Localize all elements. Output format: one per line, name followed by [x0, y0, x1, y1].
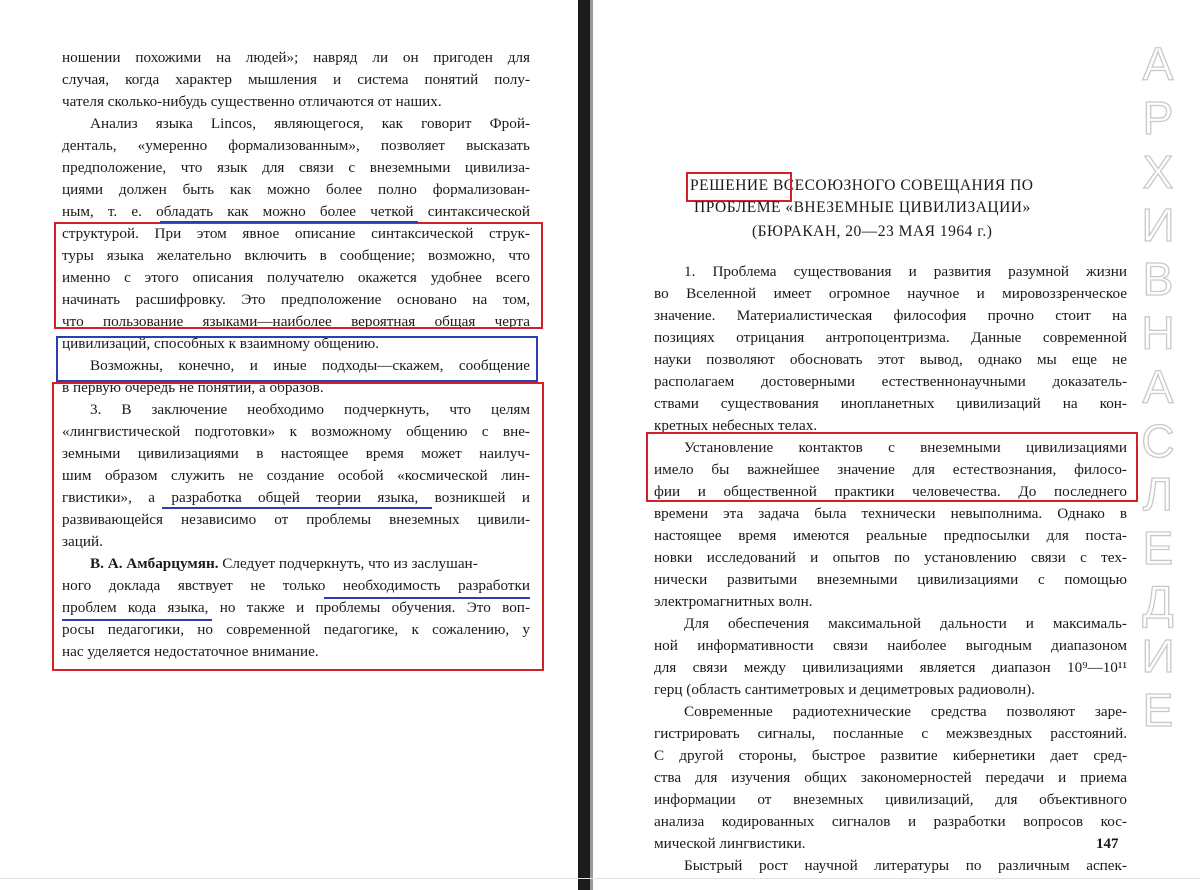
left-line-17: 3. В заключение необходимо подчеркнуть, что целям — [90, 401, 530, 418]
left-line-8: ным, т. е. обладать как можно более четкой синтаксической — [62, 203, 530, 220]
watermark-letter: В — [1142, 253, 1174, 306]
speaker-name: В. А. Амбарцумян. — [90, 555, 219, 572]
left-line-22: развивающейся независимо от проблемы внеземных цивили- — [62, 511, 530, 528]
left-line-2: случая, когда характер мышления и система понятий полу- — [62, 71, 530, 88]
right-line-27: мической лингвистики. — [654, 835, 806, 852]
watermark-letter: С — [1141, 414, 1175, 467]
highlight-box-syntax — [54, 222, 543, 329]
left-line-27: росы педагогики, но современной педагогике, к сожалению, у — [62, 621, 530, 638]
left-line-25: ного доклада явствует не только необходимость разработки — [62, 577, 530, 594]
left-line-15: Возможны, конечно, и иные подходы—скажем, сообщение — [90, 357, 530, 374]
right-line-14: новки исследований и опытов по установлению связи с тех- — [654, 549, 1127, 566]
right-line-4: позициях отрицания антропоцентризма. Данные современной — [654, 329, 1127, 346]
watermark-letter: Е — [1142, 683, 1174, 736]
watermark-letter: Л — [1142, 468, 1174, 521]
watermark-letter: Х — [1142, 145, 1174, 198]
right-line-13: настоящее время имеются реальные предпосылки для поста- — [654, 527, 1127, 544]
left-line-28: нас уделяется недостаточное внимание. — [62, 643, 319, 660]
scan-bottom-edge — [0, 878, 1200, 879]
right-line-17: Для обеспечения максимальной дальности и максималь- — [684, 615, 1127, 632]
underline-precise-structure — [160, 221, 418, 223]
left-line-21: гвистики», а разработка общей теории языка, возникшей и — [62, 489, 530, 506]
watermark-letter: И — [1141, 629, 1175, 682]
page-number: 147 — [1096, 836, 1119, 852]
left-line-13: что пользование языками—наиболее вероятная общая черта — [62, 313, 530, 330]
left-line-3: чателя сколько-нибудь существенно отличаются от наших. — [62, 93, 442, 110]
right-line-18: ной информативности связи наиболее выгодным диапазоном — [654, 637, 1127, 654]
highlight-box-conclusion — [52, 382, 544, 671]
book-spine-gutter — [578, 0, 590, 890]
left-line-23: заций. — [62, 533, 103, 550]
left-line-11: именно с этого описания получателю окажется удобнее всего — [62, 269, 530, 286]
right-line-11: фии и общественной практики человечества. До последнего — [654, 483, 1127, 500]
highlight-box-images — [56, 336, 538, 382]
watermark-letter: Е — [1142, 522, 1174, 575]
left-line-1: ношении похожими на людей»; навряд ли он пригоден для — [62, 49, 530, 66]
left-line-7: циями должен быть как можно более полно формализован- — [62, 181, 530, 198]
right-line-15: нически развитыми внеземными цивилизациями с помощью — [654, 571, 1127, 588]
right-line-23: С другой стороны, быстрое развитие кибернетики дает сред- — [654, 747, 1127, 764]
watermark-letter: Р — [1142, 91, 1174, 144]
right-line-26: анализа кодированных сигналов и разработки вопросов кос- — [654, 813, 1127, 830]
right-line-2: во Вселенной имеет огромное научное и мировоззренческое — [654, 285, 1127, 302]
decision-title-line-3: (БЮРАКАН, 20—23 МАЯ 1964 г.) — [752, 223, 993, 240]
archive-watermark — [1136, 38, 1180, 737]
underline-general-theory — [162, 507, 432, 509]
right-line-7: ствами существования инопланетных цивилизаций на кон- — [654, 395, 1127, 412]
right-line-21: Современные радиотехнические средства позволяют заре- — [684, 703, 1127, 720]
watermark-letter: И — [1141, 199, 1175, 252]
underline-language-code — [62, 619, 212, 621]
left-line-18: «лингвистической подготовки» к возможному общению с вне- — [62, 423, 530, 440]
right-line-9: Установление контактов с внеземными цивилизациями — [684, 439, 1127, 456]
right-line-20: герц (область сантиметровых и дециметровых радиоволн). — [654, 681, 1035, 698]
right-line-3: значение. Материалистическая философия прочно стоит на — [654, 307, 1127, 324]
left-line-19: земными цивилизациями в настоящее время может наилуч- — [62, 445, 530, 462]
right-line-24: ства для изучения общих закономерностей передачи и приема — [654, 769, 1127, 786]
decision-title-line-2: ПРОБЛЕМЕ «ВНЕЗЕМНЫЕ ЦИВИЛИЗАЦИИ» — [694, 199, 1031, 216]
watermark-letter: А — [1142, 38, 1174, 90]
right-line-16: электромагнитных волн. — [654, 593, 813, 610]
left-line-10: туры языка желательно включить в сообщение; возможно, что — [62, 247, 530, 264]
left-line-6: предположение, что язык для связи с внеземными цивилиза- — [62, 159, 530, 176]
left-line-9: структурой. При этом явное описание синтаксической струк- — [62, 225, 530, 242]
right-line-19: для связи между цивилизациями является диапазон 10⁹—10¹¹ — [654, 659, 1127, 676]
left-line-14: цивилизаций, способных к взаимному общению. — [62, 335, 380, 352]
right-line-22: гистрировать сигналы, посланные с межзвездных расстояний. — [654, 725, 1127, 742]
right-line-12: времени эта задача была технически невыполнима. Однако в — [654, 505, 1127, 522]
decision-title-word: РЕШЕНИЕ — [690, 177, 769, 194]
left-line-4: Анализ языка Lincos, являющегося, как говорит Фрой- — [90, 115, 530, 132]
decision-title-rest: ВСЕСОЮЗНОГО СОВЕЩАНИЯ ПО — [772, 177, 1034, 194]
speaker-line-1: Следует подчеркнуть, что из заслушан- — [222, 555, 478, 572]
gutter-edge — [590, 0, 593, 890]
watermark-letter: Д — [1142, 575, 1174, 628]
right-line-5: науки позволяют обосновать этот вывод, однако мы еще не — [654, 351, 1127, 368]
right-line-10: имело бы важнейшее значение для естествознания, филосо- — [654, 461, 1127, 478]
watermark-letter: Н — [1141, 306, 1175, 359]
left-line-5: денталь, «умеренно формализованным», позволяет высказать — [62, 137, 530, 154]
underline-necessity — [324, 597, 530, 599]
highlight-box-contacts — [646, 432, 1138, 502]
right-line-8: кретных небесных телах. — [654, 417, 818, 434]
right-line-6: располагаем достоверными естественнонаучными доказатель- — [654, 373, 1127, 390]
left-line-12: начинать расшифровку. Это предположение основано на том, — [62, 291, 530, 308]
right-line-25: информации от внеземных цивилизаций, для объективного — [654, 791, 1127, 808]
right-line-28: Быстрый рост научной литературы по различным аспек- — [684, 857, 1127, 874]
left-line-16: в первую очередь не понятий, а образов. — [62, 379, 324, 396]
watermark-letter: А — [1142, 360, 1174, 413]
left-line-26: проблем кода языка, но также и проблемы обучения. Это воп- — [62, 599, 530, 616]
left-line-20: шим образом служить не создание особой «космической лин- — [62, 467, 530, 484]
right-line-1: 1. Проблема существования и развития разумной жизни — [684, 263, 1127, 280]
